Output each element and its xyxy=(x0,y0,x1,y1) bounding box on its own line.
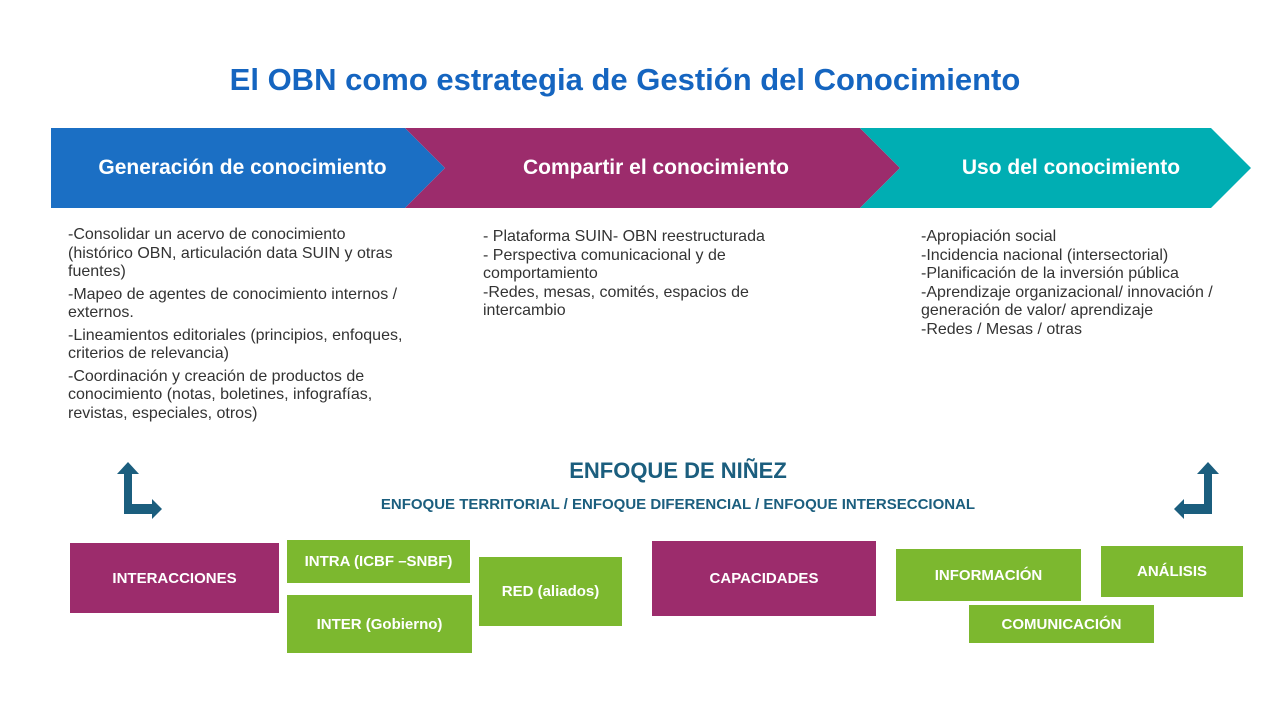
page-title: El OBN como estrategia de Gestión del Conocimiento xyxy=(229,62,1021,97)
stage-generacion-label: Generación de conocimiento xyxy=(98,156,387,179)
box-red: RED (aliados) xyxy=(479,557,622,626)
list-item: -Redes, mesas, comités, espacios de intercambio xyxy=(483,283,749,319)
list-item: -Planificación de la inversión pública xyxy=(921,265,1179,282)
list-item: -Coordinación y creación de productos de conocimiento (notas, boletines, infografías, revistas, especiales, otros) xyxy=(68,367,373,422)
focus-subtitle: ENFOQUE TERRITORIAL / ENFOQUE DIFERENCIAL / ENFOQUE INTERSECCIONAL xyxy=(380,496,976,513)
stage-compartir-label: Compartir el conocimiento xyxy=(522,156,790,179)
box-analisis: ANÁLISIS xyxy=(1101,546,1243,597)
box-informacion: INFORMACIÓN xyxy=(896,549,1081,601)
list-item: -Lineamientos editoriales (principios, enfoques, criterios de relevancia) xyxy=(68,326,403,362)
box-comunicacion: COMUNICACIÓN xyxy=(969,605,1154,643)
focus-title: ENFOQUE DE NIÑEZ xyxy=(569,458,787,483)
stage-generacion-items xyxy=(68,226,408,427)
list-item: -Mapeo de agentes de conocimiento internos / externos. xyxy=(68,285,398,321)
box-capacidades: CAPACIDADES xyxy=(652,541,876,616)
list-item: -Incidencia nacional (intersectorial) xyxy=(921,246,1169,264)
list-item: - Plataforma SUIN- OBN reestructurada xyxy=(483,228,765,245)
stage-compartir-items xyxy=(483,228,813,321)
stage-uso-items xyxy=(921,228,1226,339)
list-item: -Redes / Mesas / otras xyxy=(921,320,1082,338)
box-interacciones: INTERACCIONES xyxy=(70,543,279,613)
list-item: -Aprendizaje organizacional/ innovación / generación de valor/ aprendizaje xyxy=(921,283,1213,319)
stage-uso-label: Uso del conocimiento xyxy=(961,156,1181,179)
box-intra: INTRA (ICBF –SNBF) xyxy=(287,540,470,583)
process-chevrons xyxy=(0,0,1280,230)
box-inter: INTER (Gobierno) xyxy=(287,595,472,653)
list-item: - Perspectiva comunicacional y de comportamiento xyxy=(483,246,726,282)
list-item: -Consolidar un acervo de conocimiento (histórico OBN, articulación data SUIN y otras fuentes) xyxy=(68,226,393,280)
list-item: -Apropiación social xyxy=(921,228,1057,245)
